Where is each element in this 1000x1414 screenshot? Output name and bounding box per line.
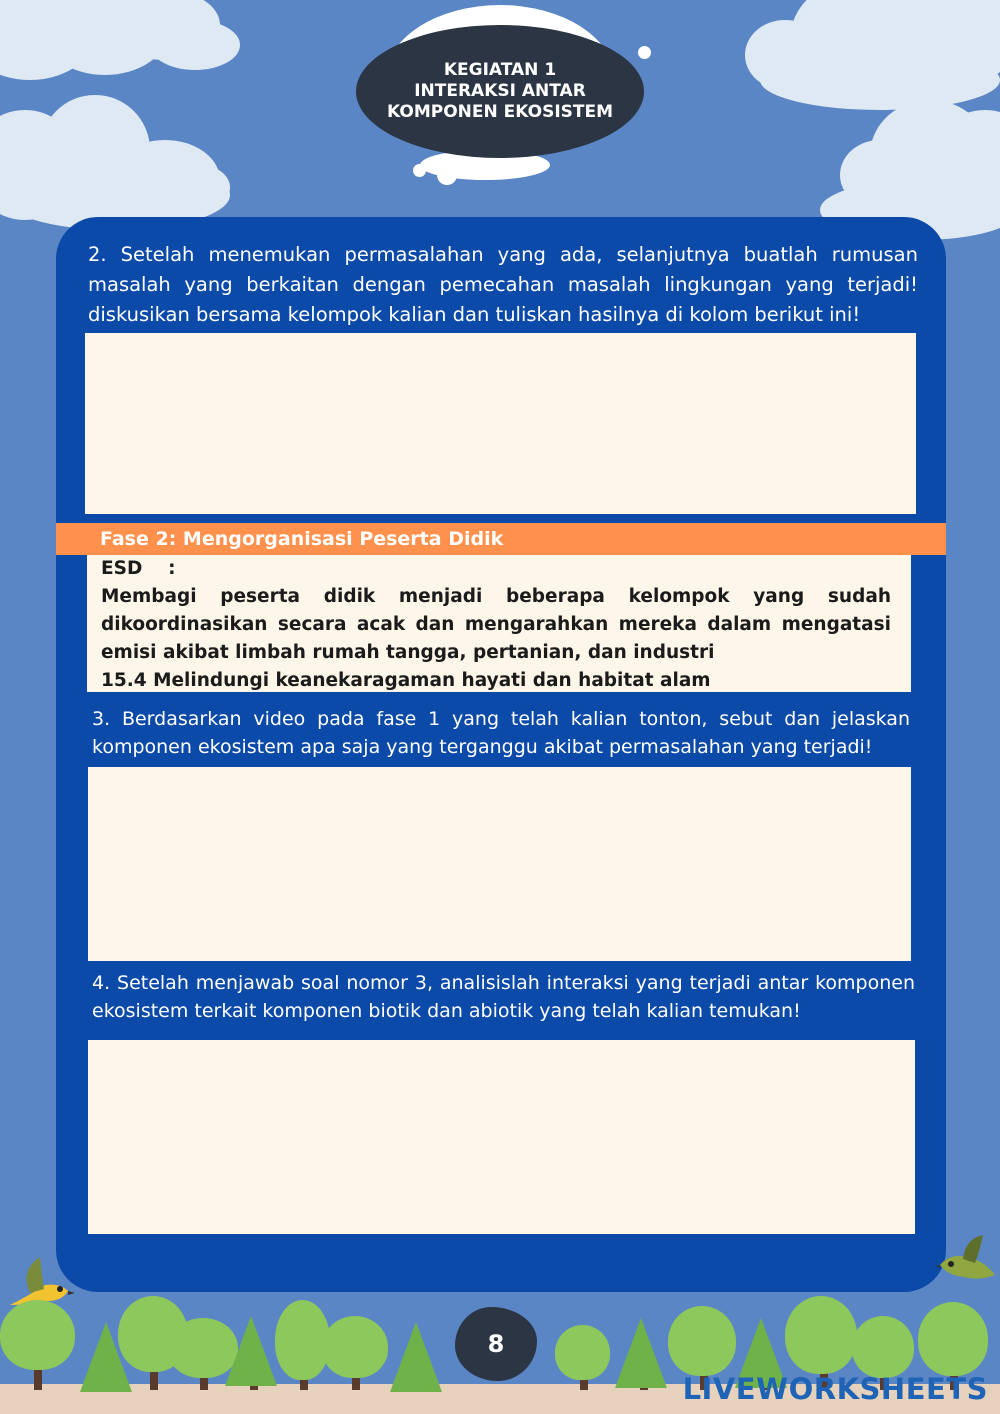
title-line-1: KEGIATAN 1 bbox=[443, 60, 557, 80]
question-2-text: 2. Setelah menemukan permasalahan yang ada, selanjutnya buatlah rumusan masalah yang berkaitan dengan pemecahan masalah lingkungan yang terjadi! diskusikan bersama kelompok kalian dan tuliskan hasilnya di kolom berikut ini! bbox=[88, 243, 918, 326]
bird-right-icon bbox=[935, 1235, 1000, 1300]
bubble-dot bbox=[437, 165, 457, 185]
page-title bbox=[356, 25, 644, 158]
title-line-2: INTERAKSI ANTAR bbox=[414, 81, 586, 101]
question-3-text: 3. Berdasarkan video pada fase 1 yang telah kalian tonton, sebut dan jelaskan komponen ekosistem apa saja yang terganggu akibat permasalahan yang terjadi! bbox=[92, 708, 910, 758]
answer-box-question-4[interactable] bbox=[88, 1040, 915, 1234]
watermark-logo: LIVEWORKSHEETS bbox=[682, 1372, 988, 1406]
esd-label: ESD : bbox=[101, 558, 176, 579]
answer-box-question-3[interactable] bbox=[88, 767, 911, 961]
question-4-text: 4. Setelah menjawab soal nomor 3, analisislah interaksi yang terjadi antar komponen ekosistem terkait komponen biotik dan abiotik yang telah kalian temukan! bbox=[92, 972, 915, 1022]
bubble-dot bbox=[638, 46, 651, 59]
bubble-dot bbox=[413, 164, 426, 177]
page-number: 8 bbox=[455, 1307, 537, 1381]
phase-title: Fase 2: Mengorganisasi Peserta Didik bbox=[56, 523, 946, 555]
phase-description: Membagi peserta didik menjadi beberapa kelompok yang sudah dikoordinasikan secara acak dan mengarahkan mereka dalam mengatasi emisi akibat limbah rumah tangga, pertanian, dan industri bbox=[101, 586, 891, 663]
phase-info-box bbox=[87, 555, 911, 692]
answer-box-question-2[interactable] bbox=[85, 333, 916, 514]
sdg-target: 15.4 Melindungi keanekaragaman hayati dan habitat alam bbox=[101, 670, 711, 691]
title-line-3: KOMPONEN EKOSISTEM bbox=[386, 102, 614, 122]
